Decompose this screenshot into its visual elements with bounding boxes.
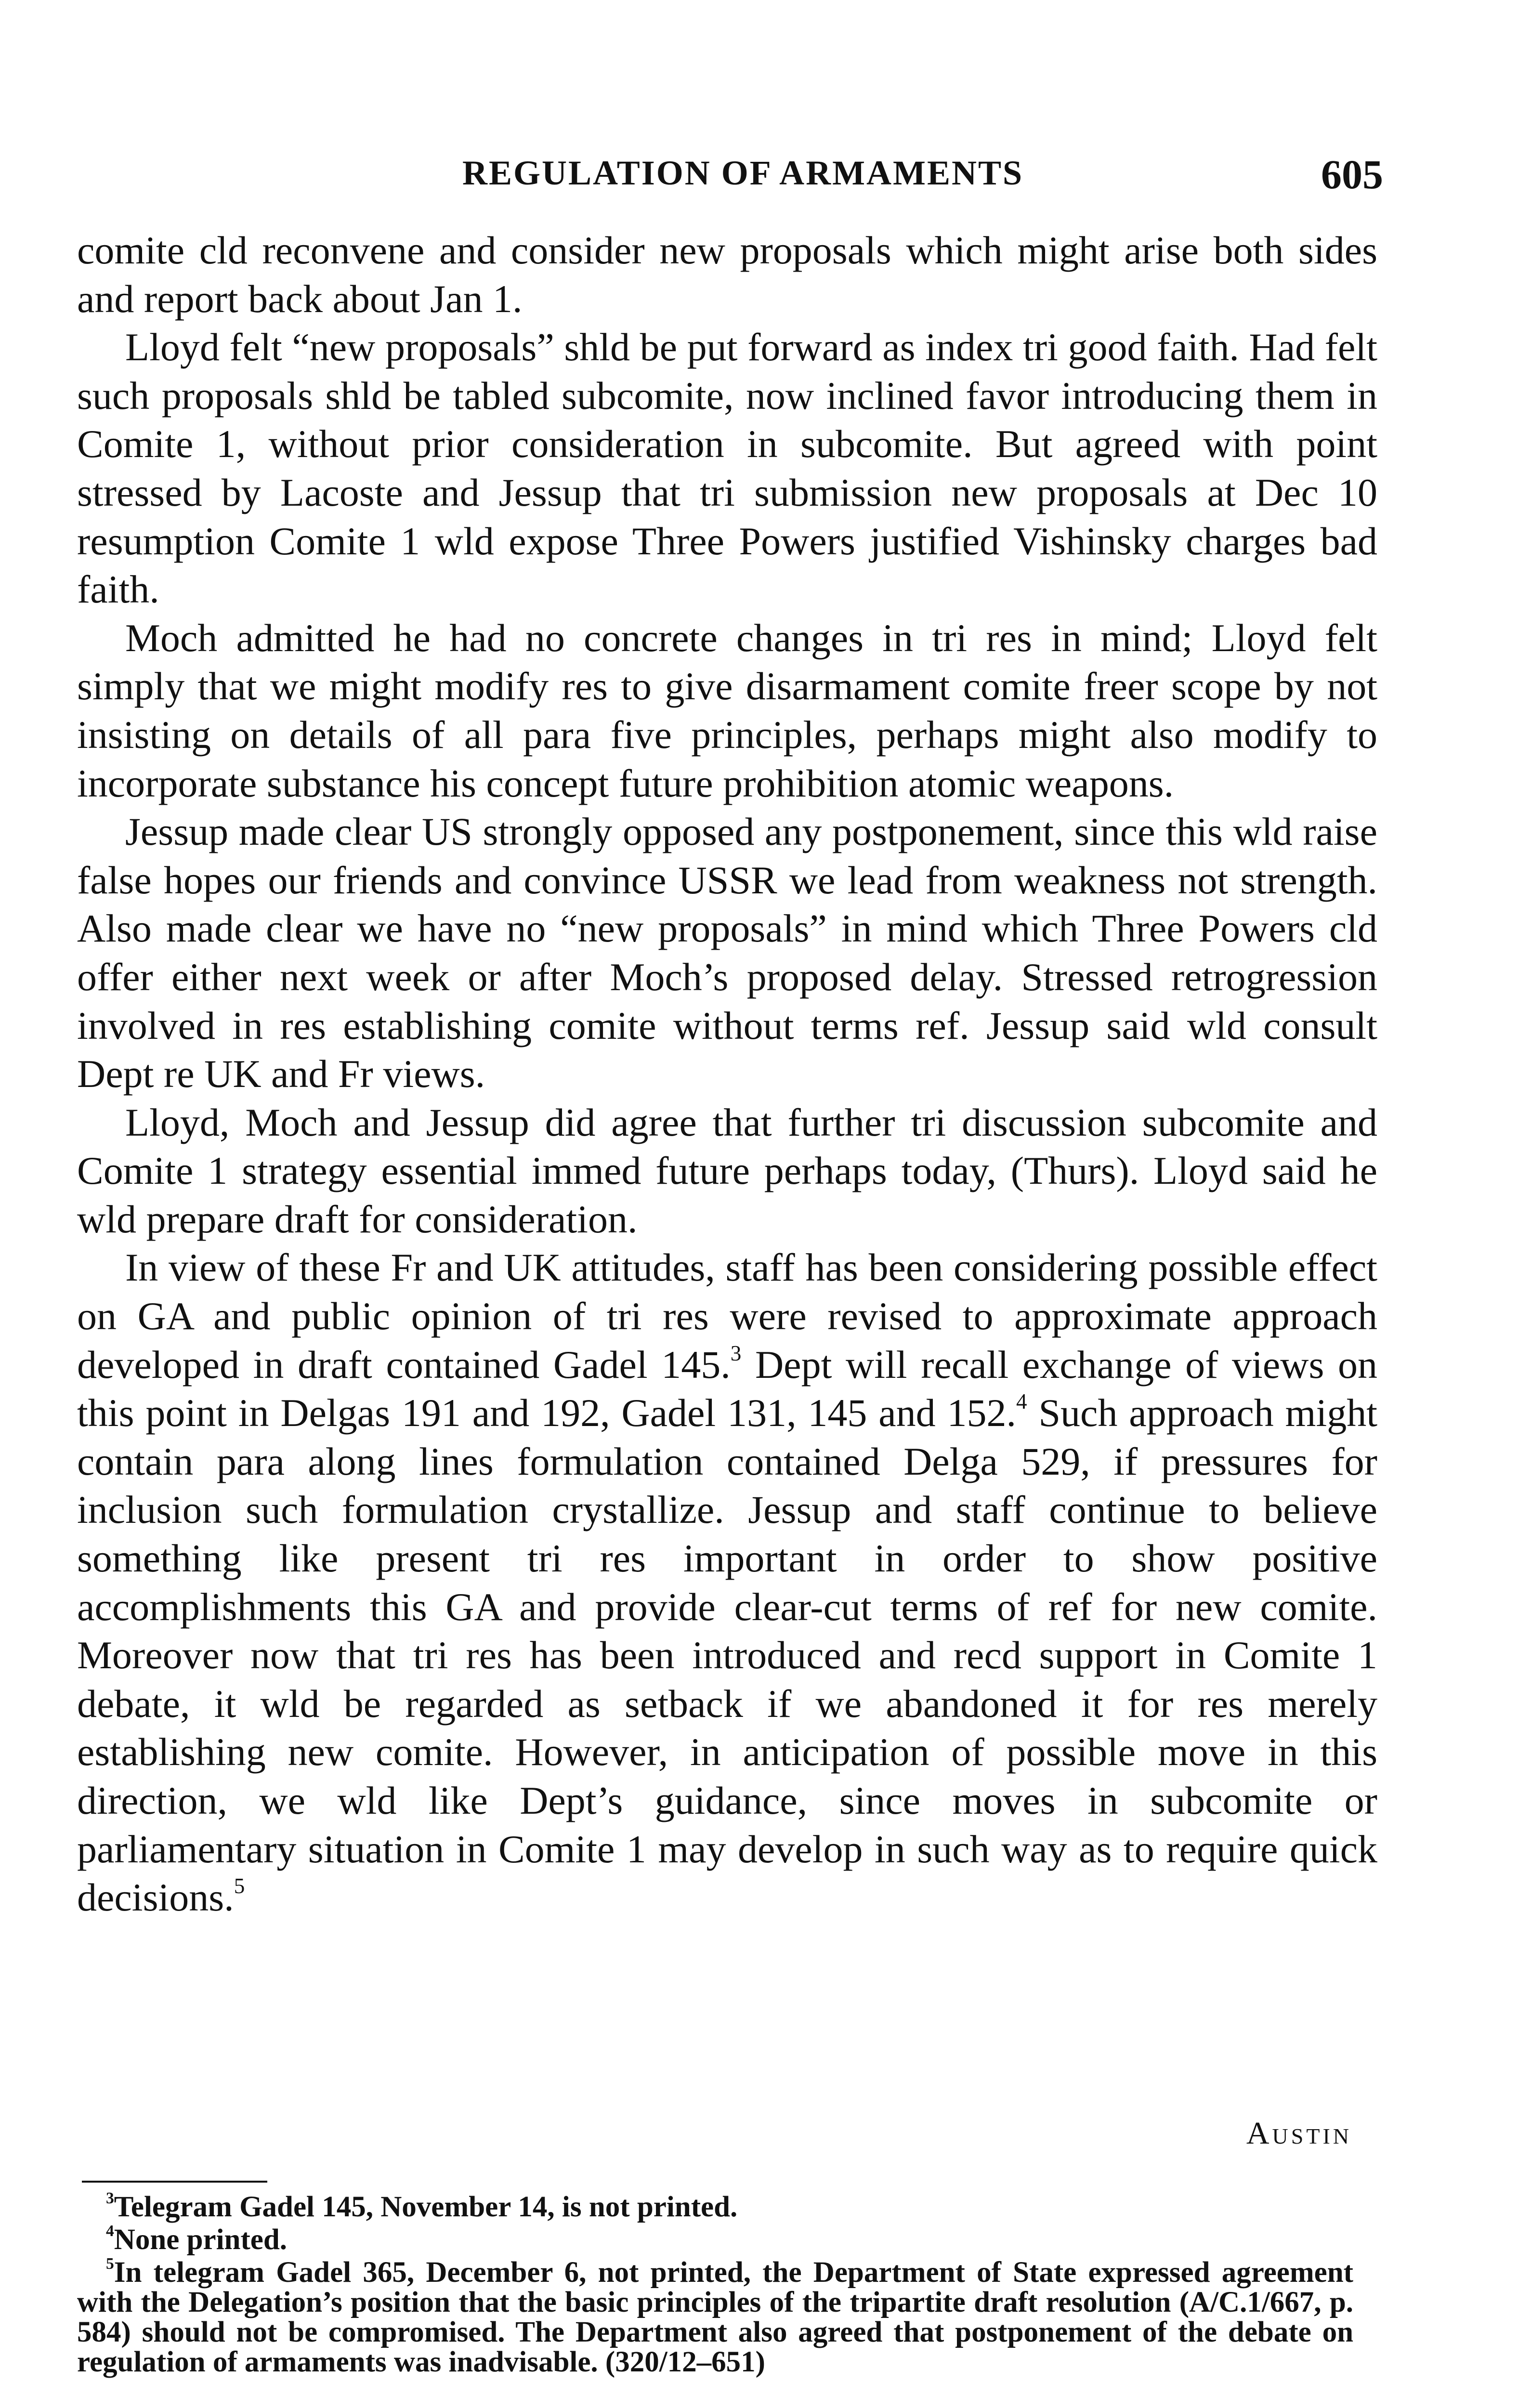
footnote-4	[77, 2222, 1353, 2256]
footnote-text: Telegram Gadel 145, November 14, is not printed.	[114, 2191, 738, 2223]
footnote-reference: 4	[1016, 1389, 1027, 1414]
running-title: REGULATION OF ARMAMENTS	[462, 154, 1024, 192]
footnote-marker: 5	[106, 2255, 114, 2273]
paragraph-text: Dept will recall exchange of views on this point in Delgas 191 and 192, Gadel 131, 145 and 152.	[77, 1342, 1377, 1435]
footnote-reference: 5	[234, 1874, 245, 1898]
signature: Austin	[1246, 2116, 1352, 2151]
paragraph-text: Such approach might contain para along lines formulation contained Delga 529, if pressures for inclusion such formulation crystallize. Jessup and staff continue to believe something like present tri res important in order to show positive accomplishments this GA and provide clear-cut terms of ref for new comite. Moreover now that tri res has been introduced and recd support in Comite 1 debate, it wld be regarded as setback if we abandoned it for res merely establishing new comite. However, in anticipation of possible move in this direction, we wld like Dept’s guidance, since moves in subcomite or parliamentary situation in Comite 1 may develop in such way as to require quick decisions.	[77, 1391, 1378, 1920]
footnote-text: In telegram Gadel 365, December 6, not printed, the Department of State expressed agreement with the Delegation’s position that the basic principles of the tripartite draft resolution (A/C.1/667, p. 584) should not be compromised. The Department also agreed that postponement of the debate on regulation of armaments was inadvisable. (320/12–651)	[77, 2256, 1353, 2378]
paragraph-staff-considerations	[77, 1243, 1377, 1922]
paragraph-lloyd-proposals: Lloyd felt “new proposals” shld be put forward as index tri good faith. Had felt such proposals shld be tabled subcomite, now inclined favor introducing them in Comite 1, without prior consideration in subcomite. But agreed with point stressed by Lacoste and Jessup that tri submission new proposals at Dec 10 resumption Comite 1 wld expose Three Powers justified Vishinsky charges bad faith.	[77, 325, 1377, 612]
footnote-3	[77, 2189, 1353, 2223]
footnotes	[77, 2189, 1353, 2378]
paragraph-moch-changes: Moch admitted he had no concrete changes in tri res in mind; Lloyd felt simply that we might modify res to give disarmament comite freer scope by not insisting on details of all para five principles, perhaps might also modify to incorporate substance his concept future prohibition atomic weapons.	[77, 615, 1377, 805]
footnote-5	[77, 2255, 1353, 2378]
paragraph-continuation: comite cld reconvene and consider new proposals which might arise both sides and report back about Jan 1.	[77, 228, 1377, 321]
body-text	[77, 226, 1377, 1922]
footnote-text: None printed.	[114, 2224, 288, 2256]
footnote-marker: 4	[106, 2222, 114, 2240]
paragraph-tri-discussion: Lloyd, Moch and Jessup did agree that further tri discussion subcomite and Comite 1 strategy essential immed future perhaps today, (Thurs). Lloyd said he wld prepare draft for consideration.	[77, 1100, 1377, 1241]
page-number: 605	[1321, 151, 1383, 197]
paragraph-text: In view of these Fr and UK attitudes, staff has been considering possible effect on GA and public opinion of tri res were revised to approximate approach developed in draft contained Gadel 145.	[77, 1245, 1377, 1387]
footnote-divider	[82, 2181, 267, 2183]
footnote-marker: 3	[106, 2189, 114, 2208]
paragraph-jessup-position: Jessup made clear US strongly opposed any postponement, since this wld raise false hopes our friends and convince USSR we lead from weakness not strength. Also made clear we have no “new proposals” in mind which Three Powers cld offer either next week or after Moch’s proposed delay. Stressed retrogression involved in res establishing comite without terms ref. Jessup said wld consult Dept re UK and Fr views.	[77, 810, 1377, 1096]
footnote-reference: 3	[730, 1341, 742, 1365]
